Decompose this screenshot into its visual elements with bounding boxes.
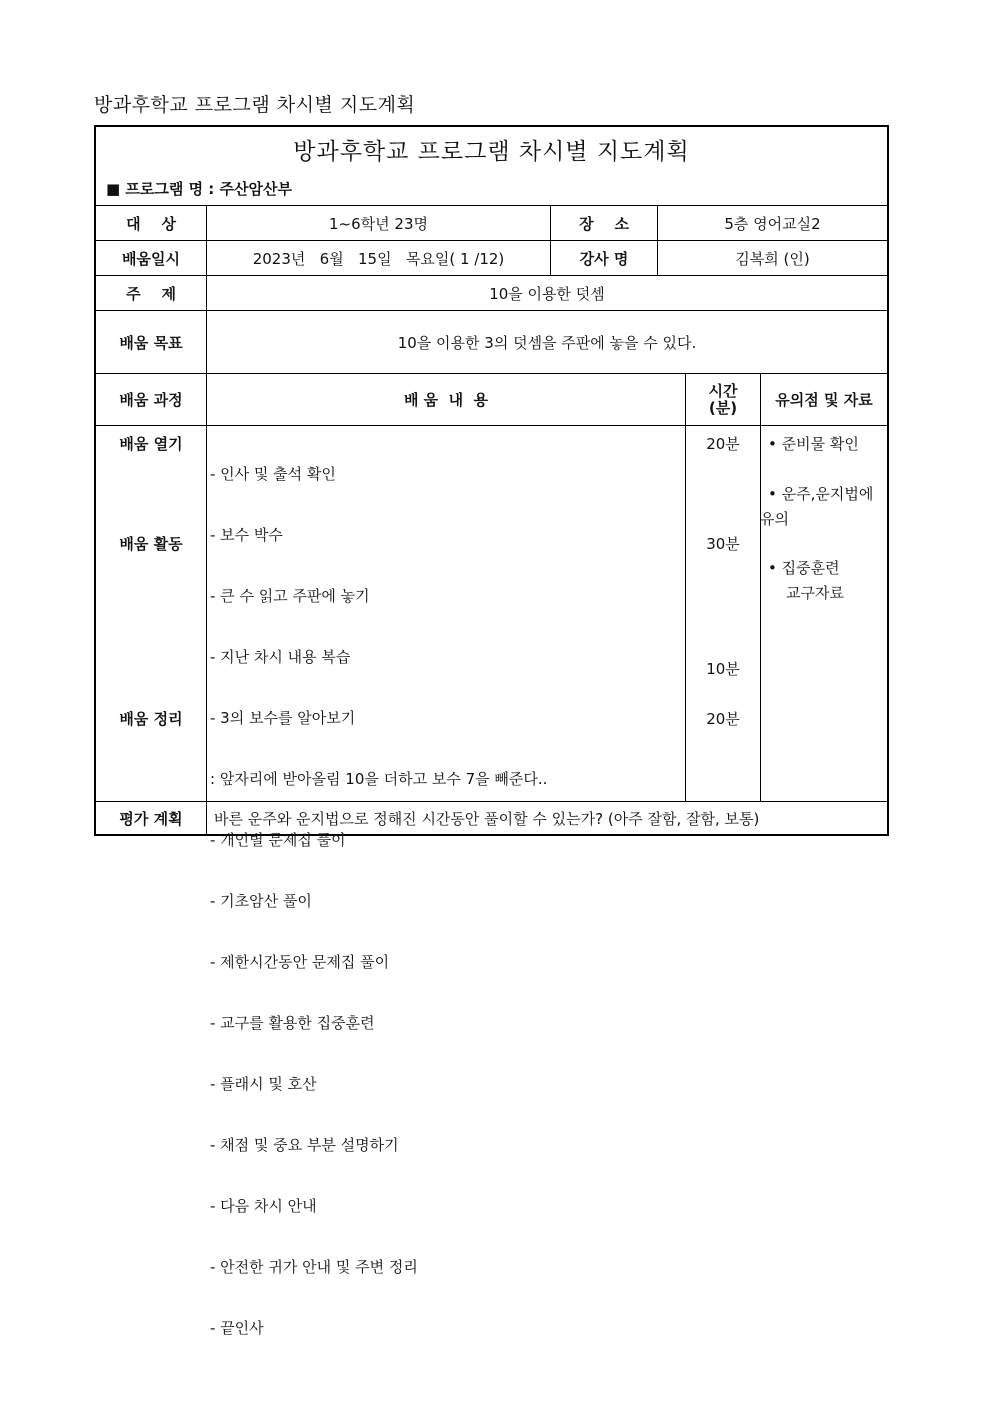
date-value: 2023년 6월 15일 목요일( 1 /12) — [252, 249, 505, 268]
goal-value: 10을 이용한 3의 덧셈을 주판에 놓을 수 있다. — [397, 333, 697, 352]
list-item: - 지난 차시 내용 복습 — [210, 648, 351, 666]
list-item: - 보수 박수 — [210, 526, 283, 544]
process-header-time: 시간 (분) — [708, 381, 738, 417]
place-label: 장 소 — [579, 214, 629, 233]
date-label: 배움일시 — [122, 249, 180, 268]
time-opening: 20분 — [706, 435, 740, 453]
time-activity: 30분 — [706, 535, 740, 553]
list-item: - 채점 및 중요 부분 설명하기 — [210, 1136, 399, 1154]
target-value: 1~6학년 23명 — [329, 214, 428, 233]
note-training-cont: 교구자료 — [786, 584, 844, 602]
list-item: - 플래시 및 호산 — [210, 1075, 317, 1093]
lesson-plan-table — [94, 125, 889, 1337]
content-list — [210, 426, 547, 1377]
process-header-notes: 유의점 및 자료 — [775, 391, 873, 409]
document-heading: 방과후학교 프로그램 차시별 지도계획 — [94, 94, 416, 116]
topic-label: 주 제 — [126, 284, 176, 303]
process-header-content: 배 움 내 용 — [403, 391, 489, 409]
list-item: - 3의 보수를 알아보기 — [210, 709, 356, 727]
stage-opening: 배움 열기 — [119, 435, 183, 453]
list-item: - 개인별 문제집 풀이 — [210, 831, 346, 849]
list-item: - 안전한 귀가 안내 및 주변 정리 — [210, 1258, 418, 1276]
evaluation-label: 평가 계획 — [119, 809, 183, 828]
note-supplies: • 준비물 확인 — [768, 435, 859, 453]
teacher-label: 강사 명 — [579, 249, 629, 268]
teacher-value: 김복희 (인) — [735, 249, 810, 268]
plan-title: 방과후학교 프로그램 차시별 지도계획 — [293, 138, 690, 165]
note-technique-cont: 유의 — [760, 510, 789, 528]
target-label: 대 상 — [126, 214, 176, 233]
stage-closing: 배움 정리 — [119, 710, 183, 728]
place-value: 5층 영어교실2 — [724, 214, 821, 233]
goal-label: 배움 목표 — [119, 333, 183, 352]
list-item: - 제한시간동안 문제집 풀이 — [210, 953, 390, 971]
list-item: : 앞자리에 받아올림 10을 더하고 보수 7을 빼준다.. — [210, 770, 548, 788]
time-focus-training: 10분 — [706, 660, 740, 678]
note-training: • 집중훈련 — [768, 559, 840, 577]
topic-value: 10을 이용한 덧셈 — [489, 284, 605, 303]
note-technique: • 운주,운지법에 — [768, 485, 874, 503]
time-closing: 20분 — [706, 710, 740, 728]
process-header-stage: 배움 과정 — [119, 391, 183, 409]
stage-activity: 배움 활동 — [119, 535, 183, 553]
list-item: - 교구를 활용한 집중훈련 — [210, 1014, 375, 1032]
list-item: - 큰 수 읽고 주판에 놓기 — [210, 587, 370, 605]
col-divider — [760, 373, 761, 801]
program-name: ■ 프로그램 명 : 주산암산부 — [106, 179, 292, 198]
list-item: - 기초암산 풀이 — [210, 892, 312, 910]
list-item: - 끝인사 — [210, 1319, 264, 1337]
list-item: - 다음 차시 안내 — [210, 1197, 317, 1215]
list-item: - 인사 및 출석 확인 — [210, 465, 336, 483]
evaluation-value: 바른 운주와 운지법으로 정해진 시간동안 풀이할 수 있는가? (아주 잘함, 잘함, 보통) — [214, 809, 760, 828]
